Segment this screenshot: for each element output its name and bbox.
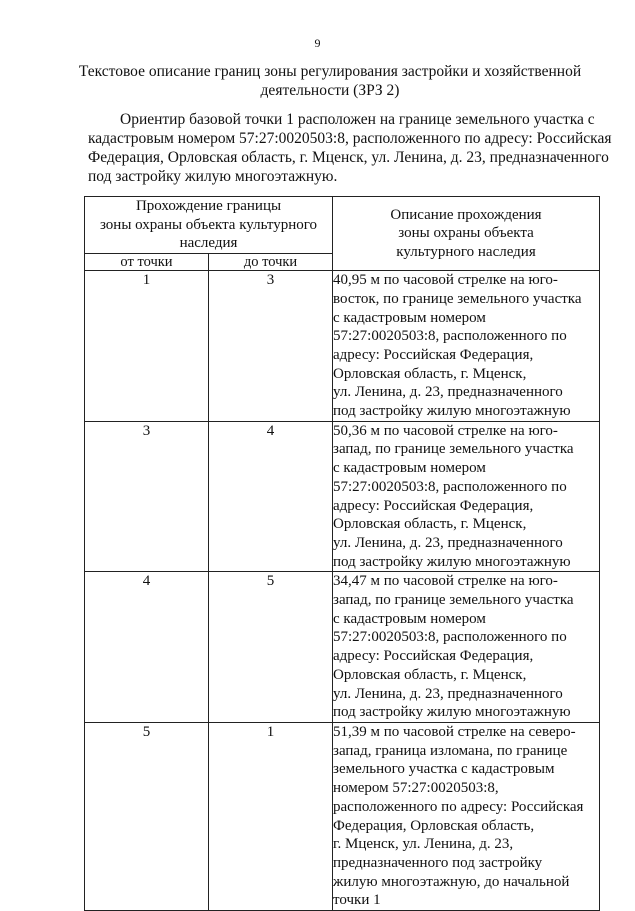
boundary-table	[84, 196, 600, 911]
intro-paragraph	[88, 110, 612, 186]
header-line: культурного наследия	[396, 243, 536, 260]
table-row	[85, 572, 600, 723]
description-line: г. Мценск, ул. Ленина, д. 23,	[333, 836, 514, 853]
description-line: расположенного по адресу: Российская	[333, 798, 584, 815]
header-line: зоны охраны объекта культурного	[99, 216, 318, 233]
description-header	[333, 197, 600, 271]
description-line: 51,39 м по часовой стрелке на северо-	[333, 723, 576, 740]
description-line: ул. Ленина, д. 23, предназначенного	[333, 685, 563, 702]
title-line-2: деятельности (ЗРЗ 2)	[260, 82, 400, 99]
description-cell	[333, 421, 600, 572]
intro-line-4: под застройку жилую многоэтажную.	[88, 168, 338, 185]
description-line: под застройку жилую многоэтажную	[333, 403, 571, 420]
description-line: предназначенного под застройку	[333, 854, 543, 871]
from-point-header: от точки	[85, 254, 209, 271]
to-point-cell: 1	[209, 722, 333, 910]
description-line: восток, по границе земельного участка	[333, 290, 582, 307]
description-line: с кадастровым номером	[333, 309, 486, 326]
description-line: 50,36 м по часовой стрелке на юго-	[333, 422, 558, 439]
description-line: запад, по границе земельного участка	[333, 592, 574, 609]
header-line: наследия	[179, 235, 238, 252]
description-line: под застройку жилую многоэтажную	[333, 553, 571, 570]
description-cell	[333, 722, 600, 910]
description-line: ул. Ленина, д. 23, предназначенного	[333, 384, 563, 401]
description-line: ул. Ленина, д. 23, предназначенного	[333, 534, 563, 551]
intro-line-1: Ориентир базовой точки 1 расположен на границе земельного участка с	[120, 111, 595, 128]
description-line: адресу: Российская Федерация,	[333, 497, 534, 514]
from-point-cell: 3	[85, 421, 209, 572]
description-line: с кадастровым номером	[333, 460, 486, 477]
title-line-1: Текстовое описание границ зоны регулирования застройки и хозяйственной	[78, 63, 582, 80]
to-point-header: до точки	[209, 254, 333, 271]
from-point-cell: 4	[85, 572, 209, 723]
description-line: адресу: Российская Федерация,	[333, 648, 534, 665]
from-point-cell: 5	[85, 722, 209, 910]
description-line: 34,47 м по часовой стрелке на юго-	[333, 573, 558, 590]
description-line: номером 57:27:0020503:8,	[333, 780, 499, 797]
description-line: Орловская область, г. Мценск,	[333, 365, 527, 382]
description-line: Орловская область, г. Мценск,	[333, 666, 527, 683]
description-line: точки 1	[333, 892, 381, 909]
description-line: жилую многоэтажную, до начальной	[333, 873, 570, 890]
description-line: 57:27:0020503:8, расположенного по	[333, 328, 567, 345]
description-cell	[333, 572, 600, 723]
description-line: 40,95 м по часовой стрелке на юго-	[333, 272, 558, 289]
to-point-cell: 4	[209, 421, 333, 572]
description-line: 57:27:0020503:8, расположенного по	[333, 629, 567, 646]
intro-line-3: Федерация, Орловская область, г. Мценск, ул. Ленина, д. 23, предназначенного	[88, 149, 609, 166]
header-line: Описание прохождения	[390, 206, 542, 223]
to-point-cell: 3	[209, 271, 333, 422]
table-row	[85, 421, 600, 572]
description-line: запад, граница изломана, по границе	[333, 742, 568, 759]
description-line: запад, по границе земельного участка	[333, 441, 574, 458]
document-title	[60, 62, 600, 100]
description-line: Орловская область, г. Мценск,	[333, 516, 527, 533]
description-cell	[333, 271, 600, 422]
description-line: с кадастровым номером	[333, 610, 486, 627]
description-line: 57:27:0020503:8, расположенного по	[333, 478, 567, 495]
from-point-cell: 1	[85, 271, 209, 422]
table-row	[85, 271, 600, 422]
header-line: зоны охраны объекта	[398, 225, 534, 242]
to-point-cell: 5	[209, 572, 333, 723]
description-line: земельного участка с кадастровым	[333, 761, 555, 778]
description-line: адресу: Российская Федерация,	[333, 346, 534, 363]
header-line: Прохождение границы	[135, 198, 282, 214]
page-number: 9	[314, 36, 321, 50]
description-line: Федерация, Орловская область,	[333, 817, 535, 834]
description-line: под застройку жилую многоэтажную	[333, 704, 571, 721]
table-row	[85, 722, 600, 910]
boundary-passage-header	[85, 197, 333, 254]
intro-line-2: кадастровым номером 57:27:0020503:8, расположенного по адресу: Российская	[88, 130, 612, 147]
